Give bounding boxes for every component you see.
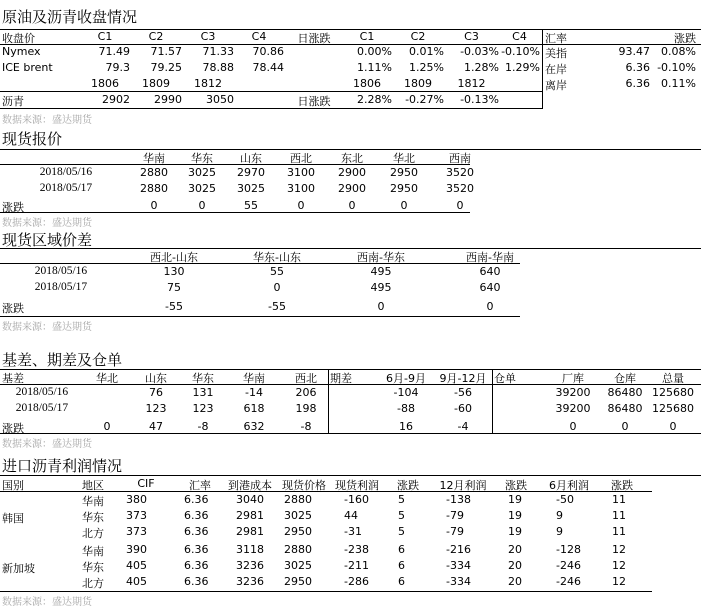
table-cell: 1809: [404, 77, 432, 90]
row-label: 涨跌: [2, 422, 24, 435]
table-cell: 11: [612, 509, 626, 522]
column-header: C4: [251, 30, 267, 43]
table-rule: [0, 591, 652, 592]
table-cell: 373: [126, 509, 147, 522]
row-label: 美指: [545, 47, 567, 60]
table-cell: 79.25: [150, 61, 182, 74]
table-cell: 78.88: [202, 61, 234, 74]
table-cell: -286: [344, 575, 369, 588]
table-divider: [542, 29, 543, 109]
column-header: 涨跌: [611, 479, 633, 492]
table-cell: 3118: [236, 543, 264, 556]
table-cell: 2981: [236, 509, 264, 522]
table-cell: 0.00%: [357, 45, 392, 58]
column-header: 涨跌: [674, 32, 696, 45]
column-header: 仓库: [614, 372, 636, 385]
table-rule: [0, 91, 542, 92]
table-cell: 86480: [607, 386, 643, 399]
column-header: 总量: [662, 372, 684, 385]
column-header: 现货价格: [282, 479, 326, 492]
column-header: 华北: [96, 372, 118, 385]
table-cell: -14: [245, 386, 263, 399]
table-cell: 0: [377, 300, 385, 313]
table-cell: 5: [398, 493, 405, 506]
table-cell: 3520: [446, 182, 474, 195]
table-cell: 3025: [188, 166, 216, 179]
table-cell: -128: [556, 543, 581, 556]
table-cell: -8: [300, 420, 312, 433]
table-cell: -55: [268, 300, 286, 313]
column-header: 厂库: [562, 372, 584, 385]
table-cell: 130: [163, 265, 185, 278]
table-cell: 6.36: [184, 525, 209, 538]
table-cell: 2990: [154, 93, 182, 106]
table-cell: 2950: [284, 575, 312, 588]
column-header: 西北-山东: [150, 251, 198, 264]
column-header: 涨跌: [397, 479, 419, 492]
column-header: 西北: [295, 372, 317, 385]
column-header: 地区: [82, 479, 104, 492]
table-cell: 380: [126, 493, 147, 506]
table-cell: 47: [149, 420, 163, 433]
table-cell: 0.11%: [661, 77, 696, 90]
table-cell: -216: [446, 543, 471, 556]
table-cell: 9: [556, 525, 563, 538]
table-cell: -246: [556, 559, 581, 572]
row-label: 北方: [82, 577, 104, 590]
table-rule: [0, 475, 701, 476]
row-label: 在岸: [545, 63, 567, 76]
table-cell: 6: [398, 543, 405, 556]
column-header: C1: [97, 30, 113, 43]
table-cell: 39200: [555, 386, 591, 399]
table-cell: 640: [479, 281, 501, 294]
table-cell: 3100: [287, 166, 315, 179]
table-cell: 0: [348, 199, 356, 212]
table-cell: 3025: [188, 182, 216, 195]
table-cell: 3520: [446, 166, 474, 179]
table-cell: 3050: [206, 93, 234, 106]
table-rule: [0, 316, 520, 317]
table-cell: 55: [270, 265, 284, 278]
row-group-label: 韩国: [2, 512, 24, 525]
table-cell: 2880: [140, 182, 168, 195]
table-rule: [0, 433, 701, 434]
column-header: 仓单: [494, 372, 516, 385]
column-header: 华南: [143, 152, 165, 165]
column-header: 现货利润: [335, 479, 379, 492]
section-title-spread: 现货区域价差: [2, 231, 93, 249]
table-cell: -88: [397, 402, 415, 415]
column-header: C2: [148, 30, 164, 43]
table-cell: 0: [456, 199, 464, 212]
table-cell: -50: [556, 493, 574, 506]
row-label: 离岸: [545, 79, 567, 92]
table-cell: 123: [145, 402, 167, 415]
table-cell: 1809: [142, 77, 170, 90]
table-cell: 55: [244, 199, 258, 212]
table-cell: 19: [508, 525, 522, 538]
table-cell: 632: [243, 420, 265, 433]
source-note: 数据来源：盛达期货: [2, 439, 92, 450]
column-header: 涨跌: [505, 479, 527, 492]
table-cell: 39200: [555, 402, 591, 415]
table-cell: 1.28%: [464, 61, 499, 74]
column-header: 山东: [145, 372, 167, 385]
table-cell: 0: [400, 199, 408, 212]
table-cell: 2950: [390, 182, 418, 195]
table-cell: 373: [126, 525, 147, 538]
table-cell: 0: [198, 199, 206, 212]
table-cell: 19: [508, 509, 522, 522]
table-cell: 6.36: [184, 543, 209, 556]
source-note: 数据来源：盛达期货: [2, 597, 92, 608]
table-divider: [492, 369, 493, 434]
column-header: 华南: [243, 372, 265, 385]
table-cell: -211: [344, 559, 369, 572]
row-label: 华南: [82, 495, 104, 508]
column-header: 汇率: [189, 479, 211, 492]
table-cell: 12: [612, 575, 626, 588]
table-cell: 0: [486, 300, 494, 313]
table-cell: 0.01%: [409, 45, 444, 58]
table-cell: 2880: [140, 166, 168, 179]
column-header: 基差: [2, 372, 24, 385]
table-cell: 20: [508, 543, 522, 556]
row-label: 华南: [82, 545, 104, 558]
table-cell: 198: [295, 402, 317, 415]
row-label: 华东: [82, 561, 104, 574]
column-header: 西南-华南: [466, 251, 514, 264]
table-cell: 0: [103, 420, 111, 433]
column-header: C3: [200, 30, 216, 43]
table-cell: 2900: [338, 166, 366, 179]
table-cell: -104: [393, 386, 419, 399]
row-label: 2018/05/17: [34, 281, 88, 293]
table-cell: 6.36: [184, 509, 209, 522]
table-cell: 1812: [194, 77, 222, 90]
column-header: 山东: [240, 152, 262, 165]
table-cell: 3236: [236, 575, 264, 588]
column-header: 日涨跌: [297, 32, 331, 45]
column-header: 西北: [290, 152, 312, 165]
table-cell: 5: [398, 509, 405, 522]
column-header: 华东-山东: [253, 251, 301, 264]
column-header: C4: [512, 30, 527, 43]
column-header: 6月利润: [549, 479, 589, 492]
table-cell: 16: [399, 420, 413, 433]
column-header: 国别: [2, 479, 24, 492]
row-label: 涨跌: [2, 302, 24, 315]
table-cell: -55: [165, 300, 183, 313]
row-group-label: 新加坡: [2, 562, 35, 575]
table-cell: 123: [192, 402, 214, 415]
table-cell: -160: [344, 493, 369, 506]
table-cell: 6: [398, 575, 405, 588]
column-header: 东北: [341, 152, 363, 165]
table-cell: 390: [126, 543, 147, 556]
table-cell: -60: [454, 402, 472, 415]
table-cell: 9: [556, 509, 563, 522]
row-label: 2018/05/16: [39, 166, 93, 178]
column-header: 西南: [449, 152, 471, 165]
table-cell: 6: [398, 559, 405, 572]
column-header: 期差: [330, 372, 352, 385]
table-cell: 6.36: [625, 61, 650, 74]
row-label: 2018/05/17: [15, 402, 69, 414]
column-header: 到港成本: [228, 479, 272, 492]
table-cell: 70.86: [252, 45, 284, 58]
table-cell: -79: [446, 509, 464, 522]
table-cell: -334: [446, 559, 471, 572]
column-header: C2: [410, 30, 426, 43]
row-label: 2018/05/16: [15, 386, 69, 398]
section-title-spot: 现货报价: [2, 130, 63, 148]
table-cell: 6.36: [184, 575, 209, 588]
table-cell: -0.10%: [657, 61, 696, 74]
table-cell: 640: [479, 265, 501, 278]
table-cell: 405: [126, 575, 147, 588]
table-cell: 2981: [236, 525, 264, 538]
column-header: 华东: [191, 152, 213, 165]
source-note: 数据来源：盛达期货: [2, 218, 92, 229]
table-cell: 3025: [237, 182, 265, 195]
table-cell: 0: [297, 199, 305, 212]
table-cell: -238: [344, 543, 369, 556]
table-cell: 206: [295, 386, 317, 399]
table-cell: 1.25%: [409, 61, 444, 74]
table-cell: 1.11%: [357, 61, 392, 74]
table-cell: 618: [243, 402, 265, 415]
row-label: 涨跌: [2, 201, 24, 214]
table-cell: 3025: [284, 559, 312, 572]
table-cell: 12: [612, 543, 626, 556]
table-cell: 0: [669, 420, 677, 433]
table-cell: 2880: [284, 543, 312, 556]
table-cell: 6.36: [625, 77, 650, 90]
table-cell: 2950: [390, 166, 418, 179]
table-cell: -246: [556, 575, 581, 588]
table-cell: -0.27%: [405, 93, 444, 106]
table-cell: 20: [508, 575, 522, 588]
table-cell: 405: [126, 559, 147, 572]
table-cell: 3025: [284, 509, 312, 522]
row-label: Nymex: [2, 45, 41, 58]
table-cell: 5: [398, 525, 405, 538]
source-note: 数据来源：盛达期货: [2, 322, 92, 333]
table-cell: 75: [167, 281, 181, 294]
table-cell: 495: [370, 281, 392, 294]
section-title-crude: 原油及沥青收盘情况: [2, 8, 138, 26]
row-label: 2018/05/17: [39, 182, 93, 194]
table-cell: 2950: [284, 525, 312, 538]
table-cell: 19: [508, 493, 522, 506]
column-header: 汇率: [545, 32, 567, 45]
table-cell: 125680: [652, 386, 694, 399]
column-header: 西南-华东: [357, 251, 405, 264]
table-cell: 78.44: [252, 61, 284, 74]
table-cell: -4: [457, 420, 469, 433]
column-header: 9月-12月: [439, 372, 487, 385]
table-cell: 2902: [102, 93, 130, 106]
table-cell: 93.47: [618, 45, 650, 58]
table-cell: 11: [612, 493, 626, 506]
table-cell: 495: [370, 265, 392, 278]
table-cell: 125680: [652, 402, 694, 415]
table-cell: 12: [612, 559, 626, 572]
table-cell: 131: [192, 386, 214, 399]
source-note: 数据来源：盛达期货: [2, 115, 92, 126]
table-cell: 6.36: [184, 559, 209, 572]
column-header: 收盘价: [2, 32, 35, 45]
table-cell: 3100: [287, 182, 315, 195]
table-cell: -138: [446, 493, 471, 506]
table-cell: 2880: [284, 493, 312, 506]
table-cell: 3236: [236, 559, 264, 572]
table-cell: 0.08%: [661, 45, 696, 58]
table-cell: 1812: [457, 77, 486, 90]
column-header: C1: [359, 30, 375, 43]
table-cell: 0: [569, 420, 577, 433]
column-header: 6月-9月: [386, 372, 426, 385]
table-cell: 0: [273, 281, 281, 294]
table-cell: 71.57: [150, 45, 182, 58]
table-cell: 1806: [353, 77, 381, 90]
row-label: ICE brent: [2, 61, 53, 74]
column-header: C3: [464, 30, 479, 43]
table-cell: 日涨跌: [297, 95, 331, 108]
table-cell: 0: [150, 199, 158, 212]
table-cell: 1806: [91, 77, 119, 90]
table-cell: 1.29%: [505, 61, 540, 74]
table-cell: -56: [454, 386, 472, 399]
column-header: 华北: [393, 152, 415, 165]
table-cell: 44: [344, 509, 358, 522]
table-cell: 20: [508, 559, 522, 572]
table-cell: 0: [621, 420, 629, 433]
table-cell: -79: [446, 525, 464, 538]
table-cell: -0.10%: [501, 45, 540, 58]
table-cell: 2900: [338, 182, 366, 195]
row-label: 华东: [82, 511, 104, 524]
table-cell: 2.28%: [357, 93, 392, 106]
table-cell: -31: [344, 525, 362, 538]
table-cell: 86480: [607, 402, 643, 415]
column-header: 华东: [192, 372, 214, 385]
table-cell: -0.03%: [460, 45, 499, 58]
column-header: 12月利润: [439, 479, 487, 492]
table-rule: [0, 108, 542, 109]
table-cell: 2970: [237, 166, 265, 179]
table-cell: 3040: [236, 493, 264, 506]
section-title-import: 进口沥青利润情况: [2, 457, 123, 475]
row-label: 沥青: [2, 95, 24, 108]
table-cell: 71.33: [202, 45, 234, 58]
column-header: CIF: [137, 477, 155, 490]
table-cell: -0.13%: [460, 93, 499, 106]
table-cell: 11: [612, 525, 626, 538]
table-cell: 71.49: [98, 45, 130, 58]
table-cell: 76: [149, 386, 163, 399]
table-cell: -334: [446, 575, 471, 588]
table-cell: -8: [197, 420, 209, 433]
row-label: 2018/05/16: [34, 265, 88, 277]
table-cell: 79.3: [105, 61, 130, 74]
table-cell: 6.36: [184, 493, 209, 506]
section-title-basis: 基差、期差及仓单: [2, 351, 123, 369]
row-label: 北方: [82, 527, 104, 540]
